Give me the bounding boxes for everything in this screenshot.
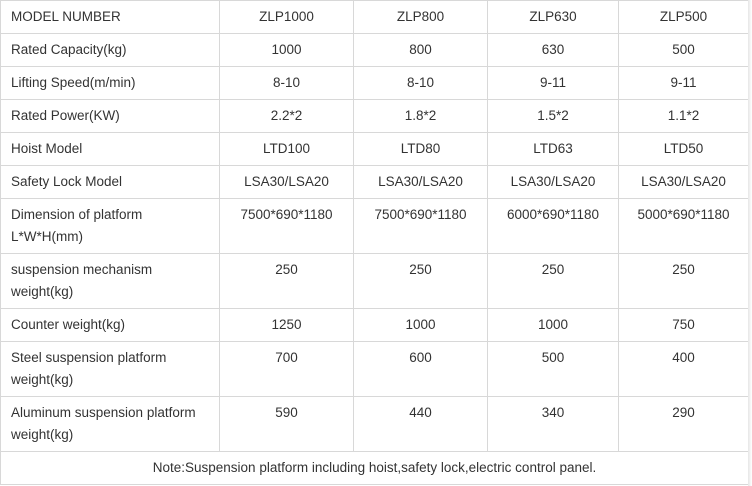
table-cell: 6000*690*1180 — [488, 199, 619, 254]
table-cell: 500 — [619, 34, 749, 67]
table-cell: 250 — [354, 254, 488, 309]
table-cell: 700 — [220, 342, 354, 397]
table-cell: 340 — [488, 397, 619, 452]
table-cell: 8-10 — [220, 67, 354, 100]
table-cell: 1.1*2 — [619, 100, 749, 133]
table-row — [1, 100, 749, 133]
table-cell: 290 — [619, 397, 749, 452]
row-label: Safety Lock Model — [1, 166, 220, 199]
row-label: Lifting Speed(m/min) — [1, 67, 220, 100]
table-cell: 590 — [220, 397, 354, 452]
table-row — [1, 67, 749, 100]
table-cell: 600 — [354, 342, 488, 397]
table-cell: LTD80 — [354, 133, 488, 166]
table-cell: 440 — [354, 397, 488, 452]
table-cell: 8-10 — [354, 67, 488, 100]
row-label: suspension mechanism weight(kg) — [1, 254, 220, 309]
table-cell: 1000 — [354, 309, 488, 342]
table-cell: 5000*690*1180 — [619, 199, 749, 254]
page-edge-shadow — [748, 0, 752, 486]
table-cell: 7500*690*1180 — [220, 199, 354, 254]
row-label: Dimension of platform L*W*H(mm) — [1, 199, 220, 254]
table-cell: LTD100 — [220, 133, 354, 166]
table-cell: 630 — [488, 34, 619, 67]
table-note: Note:Suspension platform including hoist,safety lock,electric control panel. — [1, 452, 749, 485]
table-row — [1, 133, 749, 166]
table-cell: 9-11 — [619, 67, 749, 100]
table-row — [1, 199, 749, 254]
table-cell: LSA30/LSA20 — [220, 166, 354, 199]
table-cell: 7500*690*1180 — [354, 199, 488, 254]
table-cell: 250 — [488, 254, 619, 309]
table-row — [1, 34, 749, 67]
model-header: ZLP500 — [619, 1, 749, 34]
table-cell: 1000 — [488, 309, 619, 342]
table-cell: 250 — [619, 254, 749, 309]
header-label: MODEL NUMBER — [1, 1, 220, 34]
note-row — [1, 452, 749, 485]
table-row — [1, 342, 749, 397]
table-cell: 750 — [619, 309, 749, 342]
table-cell: LTD50 — [619, 133, 749, 166]
model-header: ZLP630 — [488, 1, 619, 34]
table-cell: LTD63 — [488, 133, 619, 166]
table-cell: LSA30/LSA20 — [354, 166, 488, 199]
table-cell: LSA30/LSA20 — [619, 166, 749, 199]
table-cell: 400 — [619, 342, 749, 397]
table-cell: 2.2*2 — [220, 100, 354, 133]
table-row — [1, 397, 749, 452]
table-cell: 1.5*2 — [488, 100, 619, 133]
table-cell: 500 — [488, 342, 619, 397]
table-cell: 1000 — [220, 34, 354, 67]
table-cell: 250 — [220, 254, 354, 309]
table-cell: 1.8*2 — [354, 100, 488, 133]
row-label: Rated Capacity(kg) — [1, 34, 220, 67]
table-cell: 9-11 — [488, 67, 619, 100]
header-row — [1, 1, 749, 34]
model-header: ZLP1000 — [220, 1, 354, 34]
table-cell: 800 — [354, 34, 488, 67]
table-cell: 1250 — [220, 309, 354, 342]
table-row — [1, 309, 749, 342]
row-label: Counter weight(kg) — [1, 309, 220, 342]
table-cell: LSA30/LSA20 — [488, 166, 619, 199]
row-label: Hoist Model — [1, 133, 220, 166]
table-row — [1, 254, 749, 309]
table-row — [1, 166, 749, 199]
row-label: Aluminum suspension platform weight(kg) — [1, 397, 220, 452]
row-label: Rated Power(KW) — [1, 100, 220, 133]
row-label: Steel suspension platform weight(kg) — [1, 342, 220, 397]
model-header: ZLP800 — [354, 1, 488, 34]
